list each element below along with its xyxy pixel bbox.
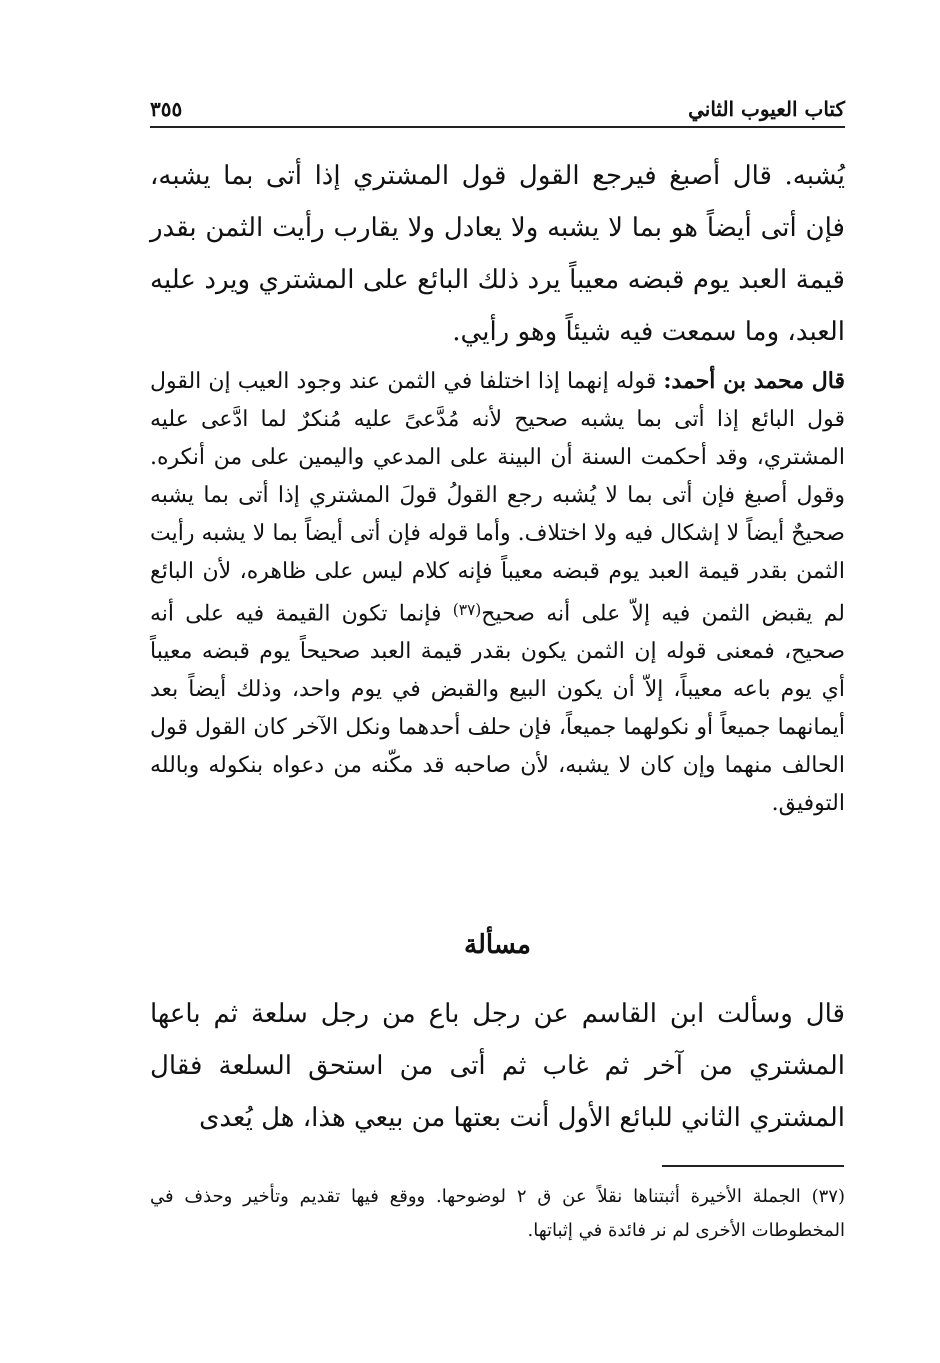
paragraph-2-text-a: قوله إنهما إذا اختلفا في الثمن عند وجود العيب إن القول قول البائع إذا أتى بما يشبه صحيح لأنه مُدَّعىً عليه مُنكرٌ لما ادَّعى عليه المشتري، وقد أحكمت السنة أن البينة على المدعي واليمين على من أنكره. وقول أصبغ فإن أتى بما لا يُشبه رجع القولُ قولَ المشتري إذا أتى بما يشبه صحيحٌ أيضاً لا إشكال فيه ولا اختلاف. وأما قوله فإن أتى أيضاً بما لا يشبه رأيت الثمن بقدر قيمة العبد يوم قبضه معيباً فإنه كلام ليس على ظاهره، لأن البائع لم يقبض الثمن فيه إلاّ على أنه صحيح <box>150 369 845 627</box>
footnote-rule <box>662 1165 844 1167</box>
paragraph-2-lead: قال محمد بن أحمد: <box>663 368 845 394</box>
footnote: (٣٧) الجملة الأخيرة أثبتناها نقلاً عن ق ٢ لوضوحها. ووقع فيها تقديم وتأخير وحذف في المخطوطات الأخرى لم نر فائدة في إثباتها. <box>150 1186 845 1241</box>
paragraph-3: قال وسألت ابن القاسم عن رجل باع من رجل سلعة ثم باعها المشتري من آخر ثم غاب ثم أتى من استحق السلعة فقال المشتري الثاني للبائع الأول أنت بعتها من بيعي هذا، هل يُعدى <box>150 999 845 1133</box>
header-rule <box>150 126 845 128</box>
paragraph-1: يُشبه. قال أصبغ فيرجع القول قول المشتري إذا أتى بما يشبه، فإن أتى أيضاً هو بما لا يشبه ولا يعادل ولا يقارب رأيت الثمن بقدر قيمة العبد يوم قبضه معيباً يرد ذلك البائع على المشتري ويرد عليه العبد، وما سمعت فيه شيئاً وهو رأيي. <box>150 161 845 347</box>
section-heading: مسألة <box>464 930 531 960</box>
paragraph-2 <box>150 362 845 823</box>
footnote-reference[interactable]: (٣٧) <box>452 601 482 619</box>
page-header <box>150 88 845 122</box>
paragraph-2-text-b: فإنما تكون القيمة فيه على أنه صحيح، فمعنى قوله إن الثمن يكون بقدر قيمة العبد صحيحاً يوم قبضه معيباً أي يوم باعه معيباً، إلاّ أن يكون البيع والقبض في يوم واحد، وذلك أيضاً بعد أيمانهما جميعاً أو نكولهما جميعاً، فإن حلف أحدهما ونكل الآخر كان القول قول الحالف منهما وإن كان لا يشبه، لأن صاحبه قد مكّنه من دعواه بنكوله وبالله التوفيق. <box>150 601 845 817</box>
running-title: كتاب العيوب الثاني <box>688 97 845 121</box>
page-number: ٣٥٥ <box>150 97 183 121</box>
